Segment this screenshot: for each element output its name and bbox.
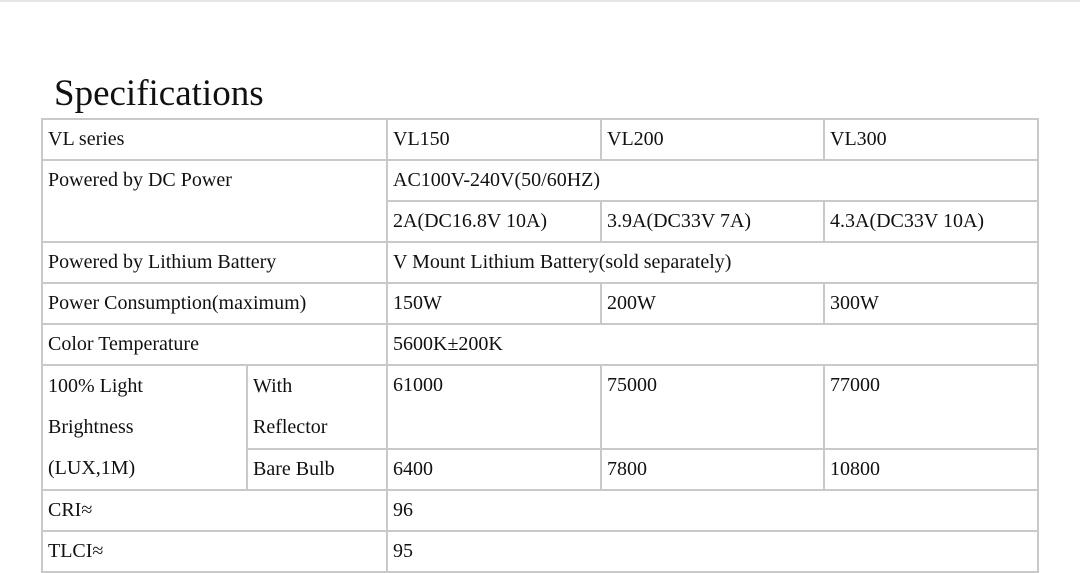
battery-value: V Mount Lithium Battery(sold separately) — [387, 242, 1038, 283]
dc-value-vl300: 4.3A(DC33V 10A) — [824, 201, 1038, 242]
row-label-cri: CRI≈ — [42, 490, 387, 531]
tlci-value: 95 — [387, 531, 1038, 572]
table-row-series — [42, 119, 1038, 160]
table-row-tlci — [42, 531, 1038, 572]
table-row-cri — [42, 490, 1038, 531]
reflector-value-vl200: 75000 — [601, 365, 824, 449]
row-label-power-consumption: Power Consumption(maximum) — [42, 283, 387, 324]
brightness-label-line-3: (LUX,1M) — [48, 457, 136, 479]
row-label-tlci: TLCI≈ — [42, 531, 387, 572]
cri-value: 96 — [387, 490, 1038, 531]
table-row-dc-power — [42, 160, 1038, 201]
dc-value-vl200: 3.9A(DC33V 7A) — [601, 201, 824, 242]
row-label-dc-power: Powered by DC Power — [42, 160, 387, 242]
sub-label-with-reflector — [247, 365, 387, 449]
reflector-value-vl300: 77000 — [824, 365, 1038, 449]
brightness-label-line-1: 100% Light — [48, 375, 143, 397]
sub-label-bare-bulb: Bare Bulb — [247, 449, 387, 490]
top-divider — [0, 0, 1080, 2]
page-title: Specifications — [54, 72, 264, 114]
power-value-vl300: 300W — [824, 283, 1038, 324]
model-vl150: VL150 — [387, 119, 601, 160]
row-label-color-temperature: Color Temperature — [42, 324, 387, 365]
table-row-color-temperature — [42, 324, 1038, 365]
power-value-vl200: 200W — [601, 283, 824, 324]
model-vl300: VL300 — [824, 119, 1038, 160]
row-label-battery: Powered by Lithium Battery — [42, 242, 387, 283]
with-reflector-line-2: Reflector — [253, 416, 328, 438]
model-vl200: VL200 — [601, 119, 824, 160]
specifications-table — [41, 118, 1039, 573]
dc-value-vl150: 2A(DC16.8V 10A) — [387, 201, 601, 242]
table-row-power-consumption — [42, 283, 1038, 324]
bare-bulb-value-vl150: 6400 — [387, 449, 601, 490]
color-temperature-value: 5600K±200K — [387, 324, 1038, 365]
row-label-series: VL series — [42, 119, 387, 160]
bare-bulb-value-vl200: 7800 — [601, 449, 824, 490]
table-row-battery — [42, 242, 1038, 283]
power-value-vl150: 150W — [387, 283, 601, 324]
bare-bulb-value-vl300: 10800 — [824, 449, 1038, 490]
row-label-brightness — [42, 365, 247, 490]
reflector-value-vl150: 61000 — [387, 365, 601, 449]
brightness-label-line-2: Brightness — [48, 416, 134, 438]
table-row-with-reflector — [42, 365, 1038, 449]
with-reflector-line-1: With — [253, 375, 293, 397]
ac-input-value: AC100V-240V(50/60HZ) — [387, 160, 1038, 201]
